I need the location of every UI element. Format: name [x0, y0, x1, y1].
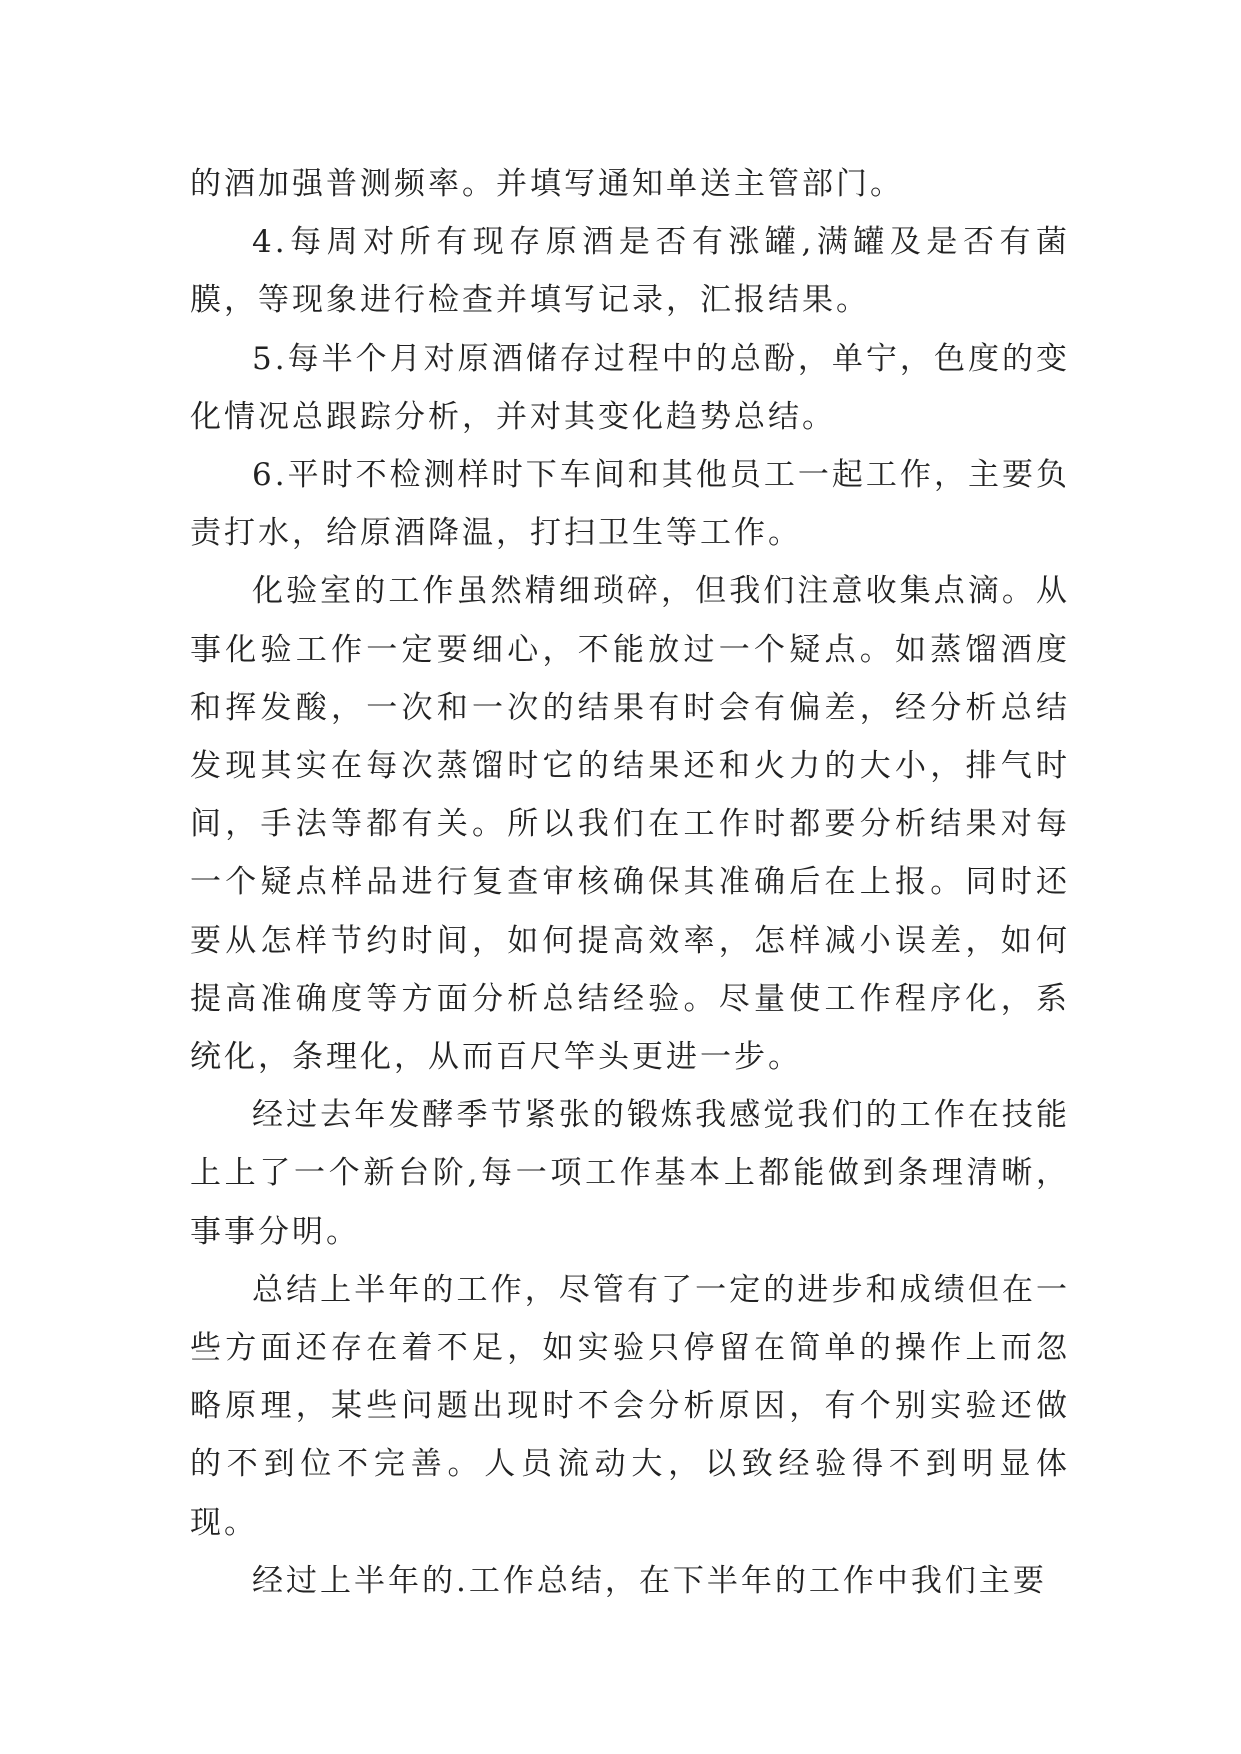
paragraph-next-half-plan: 经过上半年的.工作总结，在下半年的工作中我们主要 — [252, 1562, 1047, 1599]
paragraph-item-4: 4.每周对所有现存原酒是否有涨罐,满罐及是否有菌膜，等现象进行检查并填写记录，汇报结果。 — [190, 224, 1070, 319]
paragraph-fermentation-season: 经过去年发酵季节紧张的锻炼我感觉我们的工作在技能上上了一个新台阶,每一项工作基本上都能做到条理清晰，事事分明。 — [190, 1097, 1070, 1250]
paragraph-half-year-summary: 总结上半年的工作，尽管有了一定的进步和成绩但在一些方面还存在着不足，如实验只停留在简单的操作上而忽略原理，某些问题出现时不会分析原因，有个别实验还做的不到位不完善。人员流动大，以致经验得不到明显体现。 — [190, 1271, 1070, 1541]
paragraph-item-6: 6.平时不检测样时下车间和其他员工一起工作，主要负责打水，给原酒降温，打扫卫生等工作。 — [190, 457, 1070, 552]
paragraph-lab-work: 化验室的工作虽然精细琐碎，但我们注意收集点滴。从事化验工作一定要细心，不能放过一个疑点。如蒸馏酒度和挥发酸，一次和一次的结果有时会有偏差，经分析总结发现其实在每次蒸馏时它的结果还和火力的大小，排气时间，手法等都有关。所以我们在工作时都要分析结果对每一个疑点样品进行复查审核确保其准确后在上报。同时还要从怎样节约时间，如何提高效率，怎样减小误差，如何提高准确度等方面分析总结经验。尽量使工作程序化，系统化，条理化，从而百尺竿头更进一步。 — [190, 573, 1070, 1076]
paragraph-continued: 的酒加强普测频率。并填写通知单送主管部门。 — [190, 166, 904, 202]
body-text — [190, 155, 1070, 1610]
paragraph-item-5: 5.每半个月对原酒储存过程中的总酚，单宁，色度的变化情况总跟踪分析，并对其变化趋势总结。 — [190, 340, 1070, 435]
